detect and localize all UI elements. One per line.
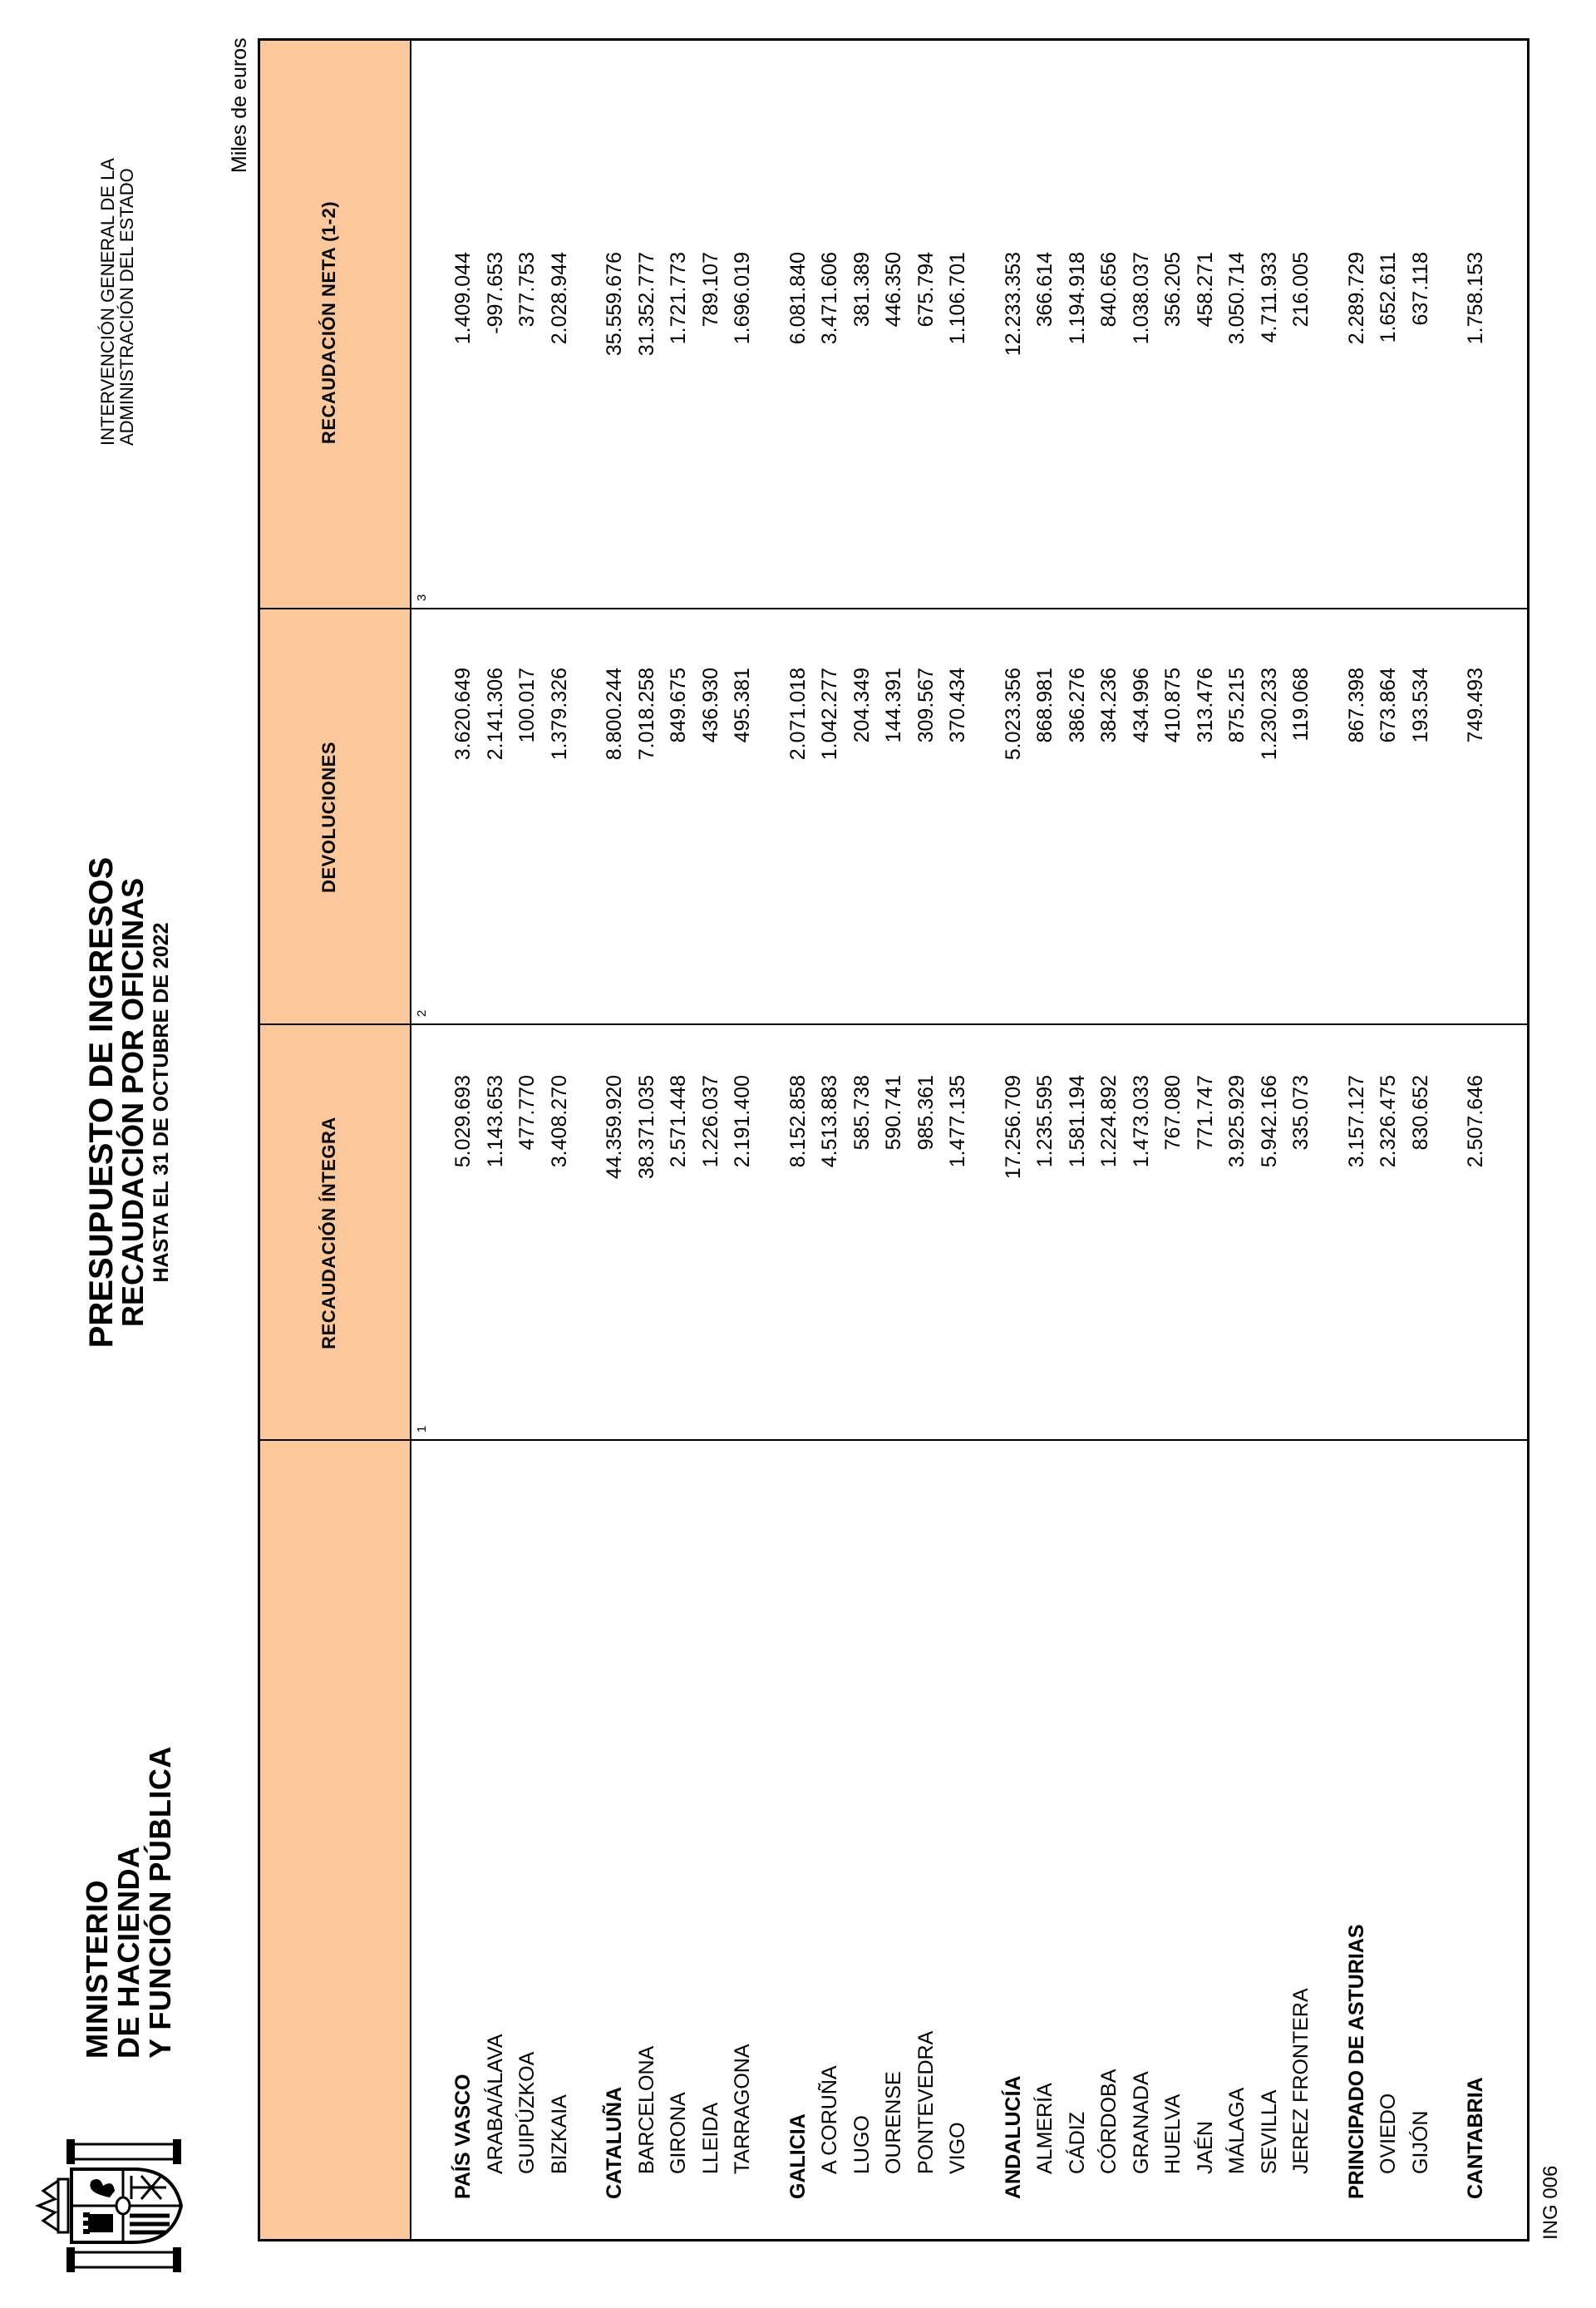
- cell-recaudacion-neta: 1.106.701: [946, 252, 969, 345]
- cell-devoluciones: 2.071.018: [786, 668, 810, 761]
- cell-recaudacion-neta: 1.038.037: [1129, 252, 1153, 345]
- row-name: CATALUÑA: [603, 2086, 626, 2199]
- row-name: PONTEVEDRA: [914, 2030, 938, 2174]
- row-name: ANDALUCÍA: [1001, 2075, 1025, 2199]
- office-row: [878, 41, 909, 2239]
- agency-line-1: INTERVENCIÓN GENERAL DE LA: [97, 158, 118, 446]
- cell-recaudacion-integra: 2.326.475: [1377, 1075, 1400, 1168]
- region-row: [1460, 41, 1491, 2239]
- cell-recaudacion-neta: 4.711.933: [1257, 252, 1281, 343]
- row-name: CÁDIZ: [1065, 2112, 1089, 2174]
- ministry-name-line-2: DE HACIENDA: [111, 1846, 145, 2059]
- cell-devoluciones: 849.675: [667, 668, 690, 743]
- cell-recaudacion-integra: 17.256.709: [1001, 1075, 1025, 1180]
- cell-recaudacion-integra: 3.157.127: [1344, 1075, 1368, 1168]
- cell-recaudacion-integra: 1.226.037: [698, 1075, 722, 1168]
- column-header-devoluciones: DEVOLUCIONES: [318, 741, 339, 894]
- region-row: [782, 41, 814, 2239]
- row-name: GIRONA: [667, 2092, 690, 2174]
- cell-recaudacion-neta: 35.559.676: [603, 252, 626, 357]
- cell-devoluciones: 673.864: [1377, 668, 1400, 743]
- row-name: ARABA/ÁLAVA: [483, 2034, 507, 2174]
- row-name: PAÍS VASCO: [451, 2074, 475, 2199]
- ministry-name-line-1: MINISTERIO: [80, 1879, 114, 2059]
- cell-devoluciones: 144.391: [882, 668, 905, 743]
- cell-recaudacion-neta: 1.409.044: [451, 252, 475, 345]
- cell-recaudacion-neta: 1.758.153: [1464, 252, 1487, 345]
- row-name: BARCELONA: [634, 2045, 658, 2174]
- cell-recaudacion-neta: 789.107: [698, 252, 722, 328]
- ministry-name-line-3: Y FUNCIÓN PÚBLICA: [143, 1746, 177, 2059]
- cell-recaudacion-neta: 3.471.606: [818, 252, 841, 345]
- cell-recaudacion-neta: 12.233.353: [1001, 252, 1025, 357]
- cell-recaudacion-integra: 3.408.270: [547, 1075, 571, 1168]
- cell-recaudacion-integra: 1.581.194: [1065, 1075, 1089, 1168]
- row-name: PRINCIPADO DE ASTURIAS: [1344, 1924, 1368, 2199]
- column-number: 1: [415, 1425, 429, 1433]
- agency-line-2: ADMINISTRACIÓN DEL ESTADO: [116, 168, 137, 446]
- document-code: ING 006: [1539, 2165, 1562, 2240]
- row-name: OVIEDO: [1377, 2093, 1400, 2174]
- cell-devoluciones: 868.981: [1033, 668, 1057, 743]
- units-label: Miles de euros: [228, 37, 251, 173]
- cell-recaudacion-integra: 1.235.595: [1033, 1075, 1057, 1168]
- cell-recaudacion-neta: 458.271: [1193, 252, 1217, 328]
- cell-devoluciones: 436.930: [698, 668, 722, 743]
- row-name: JAÉN: [1193, 2121, 1217, 2174]
- office-row: [1029, 41, 1061, 2239]
- row-name: GIJÓN: [1408, 2110, 1432, 2174]
- column-header-neta: RECAUDACIÓN NETA (1-2): [318, 200, 339, 445]
- cell-recaudacion-integra: 830.652: [1408, 1075, 1432, 1151]
- cell-devoluciones: 1.042.277: [818, 668, 841, 761]
- coat-of-arms-icon: [33, 2133, 191, 2279]
- row-name: GRANADA: [1129, 2071, 1153, 2174]
- column-number: 2: [415, 1009, 429, 1017]
- cell-devoluciones: 867.398: [1344, 668, 1368, 743]
- cell-recaudacion-integra: 767.080: [1161, 1075, 1185, 1151]
- cell-devoluciones: 495.381: [731, 668, 754, 743]
- cell-recaudacion-neta: 31.352.777: [634, 252, 658, 357]
- region-row: [598, 41, 630, 2239]
- office-row: [1126, 41, 1157, 2239]
- cell-recaudacion-neta: 446.350: [882, 252, 905, 328]
- cell-devoluciones: 749.493: [1464, 668, 1487, 743]
- cell-recaudacion-integra: 38.371.035: [634, 1075, 658, 1180]
- row-name: JEREZ FRONTERA: [1289, 1988, 1313, 2174]
- cell-devoluciones: 5.023.356: [1001, 668, 1025, 761]
- cell-recaudacion-integra: 335.073: [1289, 1075, 1313, 1151]
- row-name: GUIPÚZKOA: [515, 2051, 539, 2174]
- cell-devoluciones: 3.620.649: [451, 668, 475, 761]
- cell-recaudacion-neta: -997.653: [483, 252, 507, 334]
- cell-devoluciones: 313.476: [1193, 668, 1217, 743]
- cell-recaudacion-integra: 5.029.693: [451, 1075, 475, 1168]
- cell-devoluciones: 7.018.258: [634, 668, 658, 761]
- cell-recaudacion-neta: 381.389: [850, 252, 874, 328]
- office-row: [1190, 41, 1221, 2239]
- cell-devoluciones: 119.068: [1289, 668, 1313, 742]
- cell-recaudacion-integra: 1.473.033: [1129, 1075, 1153, 1168]
- office-row: [942, 41, 973, 2239]
- date-line: HASTA EL 31 DE OCTUBRE DE 2022: [150, 922, 173, 1283]
- table-body: [260, 41, 1527, 2239]
- page-title: PRESUPUESTO DE INGRESOS: [83, 856, 120, 1349]
- row-name: VIGO: [946, 2122, 969, 2174]
- cell-recaudacion-neta: 1.696.019: [731, 252, 754, 345]
- cell-devoluciones: 386.276: [1065, 668, 1089, 743]
- revenue-table: [258, 38, 1530, 2241]
- cell-recaudacion-neta: 637.118: [1408, 252, 1432, 326]
- row-name: CÓRDOBA: [1097, 2069, 1121, 2174]
- cell-devoluciones: 434.996: [1129, 668, 1153, 743]
- cell-recaudacion-neta: 3.050.714: [1225, 252, 1249, 345]
- row-name: HUELVA: [1161, 2093, 1185, 2174]
- cell-devoluciones: 1.379.326: [547, 668, 571, 761]
- office-row: [631, 41, 663, 2239]
- region-row: [998, 41, 1029, 2239]
- cell-recaudacion-neta: 675.794: [914, 252, 938, 328]
- cell-recaudacion-integra: 1.477.135: [946, 1075, 969, 1168]
- cell-recaudacion-neta: 6.081.840: [786, 252, 810, 345]
- row-name: A CORUÑA: [818, 2065, 841, 2174]
- cell-recaudacion-integra: 44.359.920: [603, 1075, 626, 1180]
- cell-recaudacion-neta: 216.005: [1289, 252, 1313, 328]
- cell-recaudacion-integra: 8.152.858: [786, 1075, 810, 1168]
- column-header-integra: RECAUDACIÓN ÍNTEGRA: [318, 1117, 339, 1349]
- cell-recaudacion-integra: 2.191.400: [731, 1075, 754, 1168]
- cell-recaudacion-integra: 5.942.166: [1257, 1075, 1281, 1168]
- office-row: [1062, 41, 1093, 2239]
- cell-recaudacion-integra: 3.925.929: [1225, 1075, 1249, 1168]
- office-row: [846, 41, 878, 2239]
- cell-recaudacion-neta: 1.721.773: [667, 252, 690, 345]
- office-row: [1157, 41, 1189, 2239]
- office-row: [1221, 41, 1253, 2239]
- office-row: [480, 41, 511, 2239]
- row-name: BIZKAIA: [547, 2094, 571, 2174]
- cell-devoluciones: 8.800.244: [603, 668, 626, 761]
- row-name: CANTABRIA: [1464, 2077, 1487, 2199]
- office-row: [727, 41, 758, 2239]
- row-name: TARRAGONA: [731, 2044, 754, 2174]
- cell-recaudacion-neta: 366.614: [1033, 252, 1057, 328]
- office-row: [544, 41, 575, 2239]
- cell-devoluciones: 2.141.306: [483, 668, 507, 761]
- office-row: [814, 41, 845, 2239]
- cell-devoluciones: 100.017: [515, 668, 539, 743]
- cell-recaudacion-neta: 2.289.729: [1344, 252, 1368, 345]
- cell-devoluciones: 193.534: [1408, 668, 1432, 743]
- row-name: LUGO: [850, 2115, 874, 2174]
- cell-recaudacion-integra: 2.571.448: [667, 1075, 690, 1168]
- cell-devoluciones: 410.875: [1161, 668, 1185, 743]
- cell-recaudacion-integra: 771.747: [1193, 1075, 1217, 1151]
- cell-recaudacion-integra: 1.224.892: [1097, 1075, 1121, 1168]
- cell-recaudacion-neta: 356.205: [1161, 252, 1185, 328]
- row-name: GALICIA: [786, 2113, 810, 2199]
- cell-recaudacion-neta: 840.656: [1097, 252, 1121, 328]
- region-row: [447, 41, 479, 2239]
- page-subtitle: RECAUDACIÓN POR OFICINAS: [116, 877, 150, 1328]
- office-row: [910, 41, 942, 2239]
- cell-recaudacion-integra: 590.741: [882, 1075, 905, 1151]
- office-row: [1285, 41, 1317, 2239]
- office-row: [511, 41, 543, 2239]
- row-name: LLEIDA: [698, 2102, 722, 2174]
- cell-devoluciones: 875.215: [1225, 668, 1249, 743]
- office-row: [1372, 41, 1404, 2239]
- row-name: ALMERÍA: [1033, 2083, 1057, 2174]
- office-row: [1093, 41, 1125, 2239]
- column-number: 3: [415, 594, 429, 601]
- cell-devoluciones: 309.567: [914, 668, 938, 743]
- cell-devoluciones: 384.236: [1097, 668, 1121, 743]
- cell-recaudacion-neta: 1.652.611: [1377, 252, 1400, 343]
- row-name: MÁLAGA: [1225, 2087, 1249, 2174]
- cell-recaudacion-integra: 585.738: [850, 1075, 874, 1151]
- cell-recaudacion-neta: 377.753: [515, 252, 539, 328]
- office-row: [1405, 41, 1436, 2239]
- office-row: [695, 41, 727, 2239]
- cell-devoluciones: 204.349: [850, 668, 874, 743]
- cell-recaudacion-integra: 477.770: [515, 1075, 539, 1151]
- cell-recaudacion-integra: 4.513.883: [818, 1075, 841, 1168]
- cell-recaudacion-neta: 1.194.918: [1065, 252, 1089, 345]
- cell-recaudacion-integra: 2.507.646: [1464, 1075, 1487, 1168]
- cell-recaudacion-neta: 2.028.944: [547, 252, 571, 345]
- cell-recaudacion-integra: 985.361: [914, 1075, 938, 1151]
- region-row: [1341, 41, 1372, 2239]
- office-row: [663, 41, 694, 2239]
- cell-recaudacion-integra: 1.143.653: [483, 1075, 507, 1168]
- row-name: SEVILLA: [1257, 2089, 1281, 2174]
- cell-devoluciones: 1.230.233: [1257, 668, 1281, 761]
- cell-devoluciones: 370.434: [946, 668, 969, 743]
- row-name: OURENSE: [882, 2071, 905, 2174]
- office-row: [1254, 41, 1285, 2239]
